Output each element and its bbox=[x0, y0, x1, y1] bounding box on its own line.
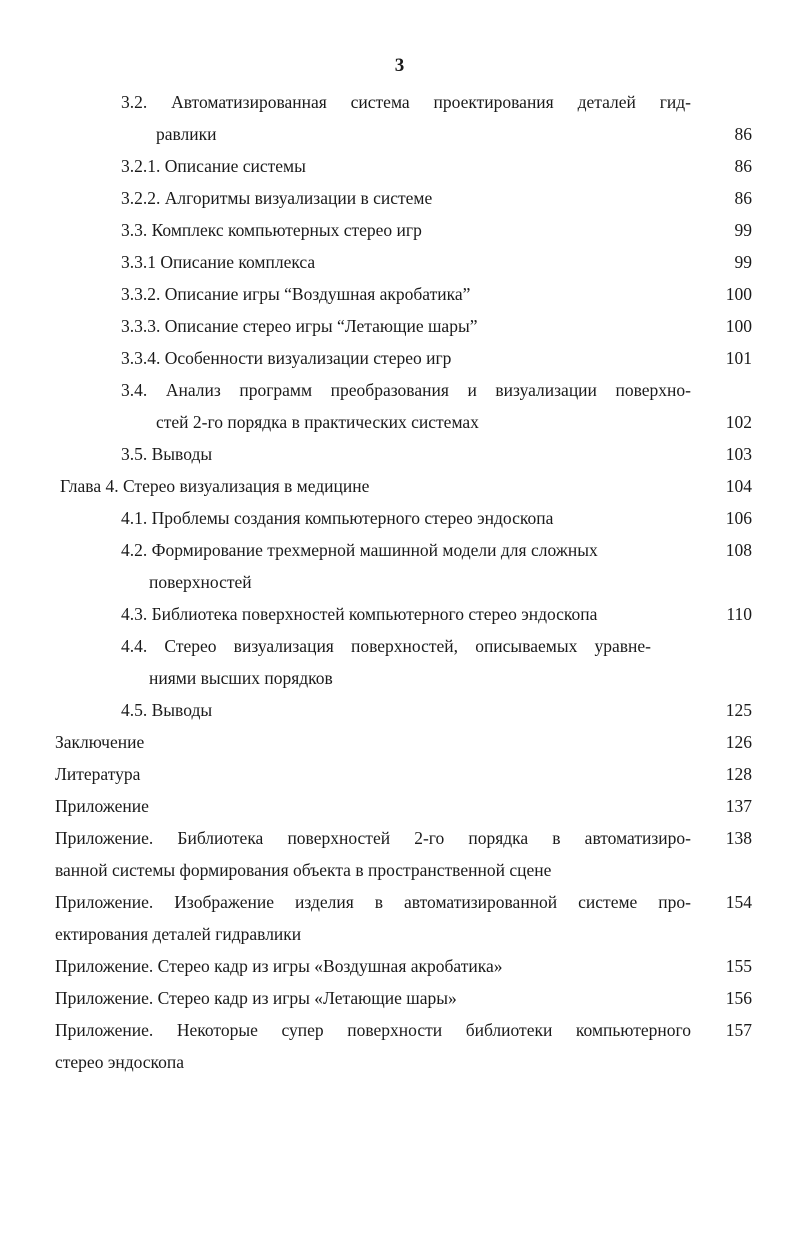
toc-entry-text: Глава 4. Стерео визуализация в медицине bbox=[60, 476, 370, 496]
toc-entry-page: 100 bbox=[725, 284, 752, 304]
toc-entry-text-continued: ектирования деталей гидравлики bbox=[55, 924, 302, 944]
toc-entry-text-continued: ванной системы формирования объекта в пространственной сцене bbox=[55, 860, 552, 880]
toc-entry-page: 86 bbox=[734, 156, 752, 176]
toc-entry-text-continued: равлики bbox=[156, 124, 217, 144]
toc-entry-text-continued: ниями высших порядков bbox=[149, 668, 333, 688]
toc-entry-page: 103 bbox=[725, 444, 752, 464]
toc-entry-text: 3.3.3. Описание стерео игры “Летающие шары” bbox=[121, 316, 478, 336]
toc-entry-page: 101 bbox=[725, 348, 752, 368]
toc-entry-text: 3.3.2. Описание игры “Воздушная акробатика” bbox=[121, 284, 471, 304]
toc-entry-page: 128 bbox=[725, 764, 752, 784]
toc-entry-page: 99 bbox=[734, 252, 752, 272]
toc-entry-text: 4.2. Формирование трехмерной машинной модели для сложных bbox=[121, 540, 598, 560]
toc-entry-text-continued: стерео эндоскопа bbox=[55, 1052, 185, 1072]
toc-entry-text: Приложение. Изображение изделия в автоматизированной системе про- bbox=[55, 892, 691, 912]
toc-entry-text: 3.2. Автоматизированная система проектирования деталей гид- bbox=[121, 92, 691, 112]
toc-entry-page: 137 bbox=[725, 796, 752, 816]
toc-entry-page: 155 bbox=[725, 956, 752, 976]
toc-entry-page: 156 bbox=[725, 988, 752, 1008]
toc-entry-text-continued: поверхностей bbox=[149, 572, 252, 592]
toc-entry-page: 86 bbox=[734, 124, 752, 144]
toc-entry-text: Приложение bbox=[55, 796, 149, 816]
toc-entry-page: 108 bbox=[725, 540, 752, 560]
toc-entry-page: 125 bbox=[725, 700, 752, 720]
toc-entry-text: 3.3. Комплекс компьютерных стерео игр bbox=[121, 220, 422, 240]
toc-entry-page: 110 bbox=[726, 604, 752, 624]
toc-entry-text: Приложение. Некоторые супер поверхности библиотеки компьютерного bbox=[55, 1020, 691, 1040]
toc-entry-text: 4.4. Стерео визуализация поверхностей, описываемых уравне- bbox=[121, 636, 651, 656]
toc-entry-text: 4.5. Выводы bbox=[121, 700, 213, 720]
toc-entry-page: 104 bbox=[725, 476, 752, 496]
toc-entry-text: 3.2.1. Описание системы bbox=[121, 156, 306, 176]
toc-entry-page: 138 bbox=[725, 828, 752, 848]
toc-entry-page: 102 bbox=[725, 412, 752, 432]
toc-entry-text: 3.4. Анализ программ преобразования и визуализации поверхно- bbox=[121, 380, 691, 400]
toc-entry-text: 4.3. Библиотека поверхностей компьютерного стерео эндоскопа bbox=[121, 604, 598, 624]
page-number: 3 bbox=[394, 55, 405, 76]
toc-entry-text: Приложение. Стерео кадр из игры «Воздушная акробатика» bbox=[55, 956, 503, 976]
toc-entry-page: 106 bbox=[725, 508, 752, 528]
toc-entry-text: 3.5. Выводы bbox=[121, 444, 213, 464]
toc-entry-text: 3.2.2. Алгоритмы визуализации в системе bbox=[121, 188, 433, 208]
toc-entry-text: 3.3.4. Особенности визуализации стерео игр bbox=[121, 348, 452, 368]
toc-entry-text: Приложение. Библиотека поверхностей 2-го порядка в автоматизиро- bbox=[55, 828, 691, 848]
toc-entry-page: 99 bbox=[734, 220, 752, 240]
toc-entry-page: 157 bbox=[725, 1020, 752, 1040]
toc-entry-text: Заключение bbox=[55, 732, 145, 752]
toc-entry-page: 126 bbox=[725, 732, 752, 752]
toc-entry-page: 86 bbox=[734, 188, 752, 208]
toc-entry-text-continued: стей 2-го порядка в практических системах bbox=[156, 412, 479, 432]
toc-entry-page: 154 bbox=[725, 892, 752, 912]
toc-entry-text: Приложение. Стерео кадр из игры «Летающие шары» bbox=[55, 988, 457, 1008]
toc-entry-text: 3.3.1 Описание комплекса bbox=[121, 252, 316, 272]
toc-entry-text: 4.1. Проблемы создания компьютерного стерео эндоскопа bbox=[121, 508, 554, 528]
toc-entry-text: Литература bbox=[55, 764, 141, 784]
toc-entry-page: 100 bbox=[725, 316, 752, 336]
